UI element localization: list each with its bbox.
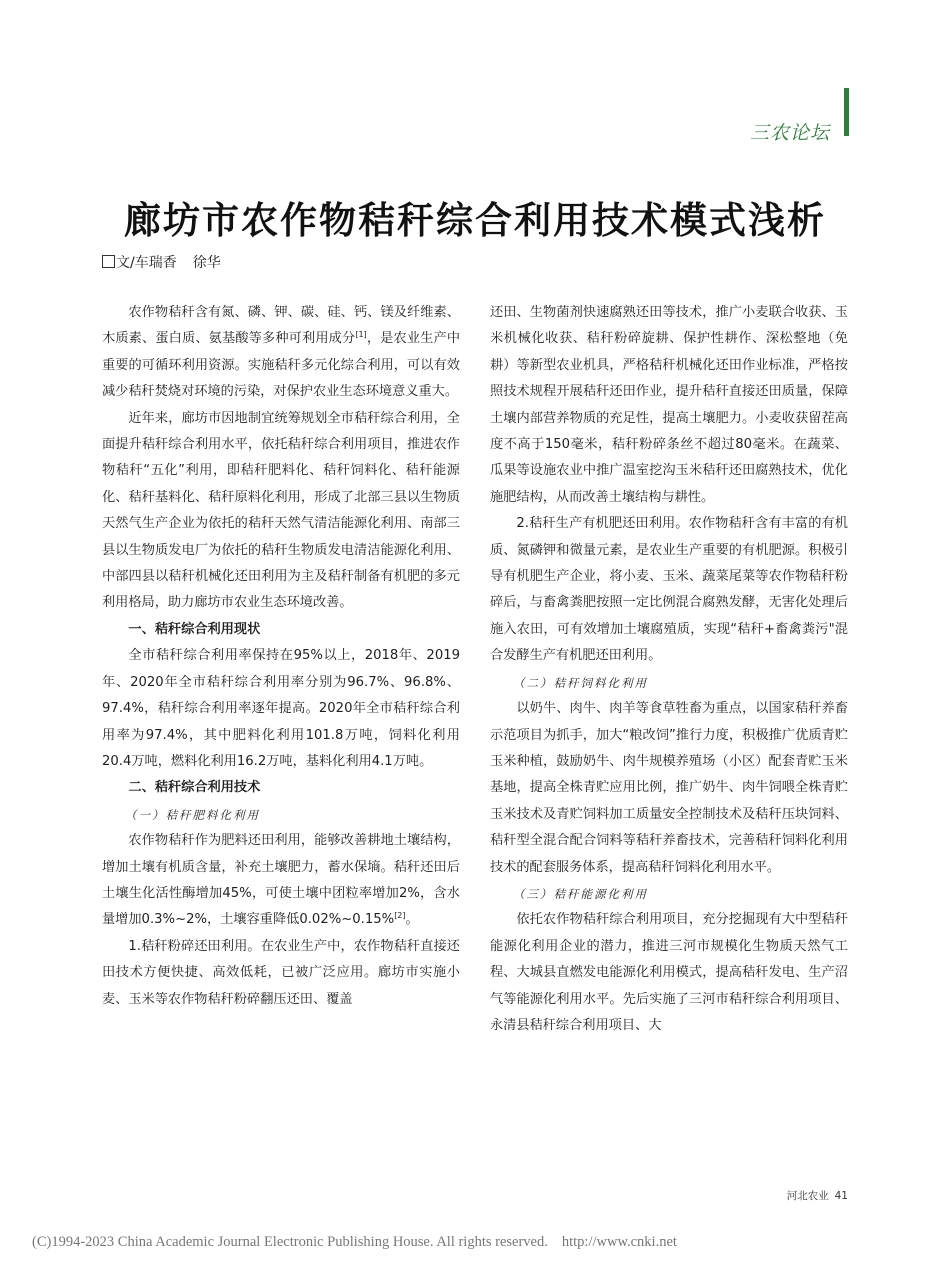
article-title: 廊坊市农作物秸秆综合利用技术模式浅析 [124, 199, 826, 242]
paragraph-energy: 依托农作物秸秆综合利用项目，充分挖掘现有大中型秸秆能源化利用企业的潜力，推进三河市规模化生物质天然气工程、大城县直燃发电能源化利用模式，提高秸秆发电、生产沼气等能源化利用水平。先后实施了三河市秸秆综合利用项目、永清县秸秆综合利用项目、大 [490, 912, 848, 1033]
subheading-energy: （三）秸秆能源化利用 [513, 886, 648, 901]
journal-name: 河北农业 [786, 1190, 829, 1202]
copyright-text: (C)1994-2023 China Academic Journal Electronic Publishing House. All rights reserved. [32, 1234, 548, 1250]
byline [102, 252, 221, 272]
paragraph-fertilizer-tail: 。 [405, 912, 419, 928]
right-column [490, 300, 848, 1039]
paragraph-crushing: 1.秸秆粉碎还田利用。在农业生产中，农作物秸秆直接还田技术方便快捷、高效低耗，已被广泛应用。廊坊市实施小麦、玉米等农作物秸秆粉碎翻压还田、覆盖 [102, 938, 460, 1007]
subheading-fertilizer: （一）秸秆肥料化利用 [125, 807, 260, 822]
left-column [102, 300, 460, 1013]
paragraph-recent: 近年来，廊坊市因地制宜统筹规划全市秸秆综合利用，全面提升秸秆综合利用水平，依托秸秆综合利用项目，推进农作物秸秆“五化”利用，即秸秆肥料化、秸秆饲料化、秸秆能源化、秸秆基料化、秸秆原料化利用，形成了北部三县以生物质天然气生产企业为依托的秸秆天然气清洁能源化利用、南部三县以生物质发电厂为依托的秸秆生物质发电清洁能源化利用、中部四县以秸秆机械化还田利用为主及秸秆制备有机肥的多元利用格局，助力廊坊市农业生态环境改善。 [102, 410, 460, 611]
paragraph-fertilizer-text: 农作物秸秆作为肥料还田利用，能够改善耕地土壤结构，增加土壤有机质含量，补充土壤肥力，蓄水保墒。秸秆还田后土壤生化活性酶增加45%，可使土壤中团粒率增加2%，含水量增加0.3%~2%，土壤容重降低0.02%~0.15% [102, 833, 460, 928]
page-footer [787, 1188, 848, 1203]
paragraph-status: 全市秸秆综合利用率保持在95%以上，2018年、2019年、2020年全市秸秆综合利用率分别为96.7%、96.8%、97.4%，秸秆综合利用率逐年提高。2020年全市秸秆综合利用率为97.4%，其中肥料化利用101.8万吨，饲料化利用20.4万吨，燃料化利用16.2万吨，基料化利用4.1万吨。 [102, 648, 460, 769]
paragraph-crushing-cont: 还田、生物菌剂快速腐熟还田等技术，推广小麦联合收获、玉米机械化收获、秸秆粉碎旋耕、保护性耕作、深松整地（免耕）等新型农业机具，严格秸秆机械化还田作业标准，严格按照技术规程开展秸秆还田作业，提升秸秆直接还田质量，保障土壤内部营养物质的充足性，提高土壤肥力。小麦收获留茬高度不高于150毫米，秸秆粉碎条丝不超过80毫米。在蔬菜、瓜果等设施农业中推广温室挖沟玉米秸秆还田腐熟技术，优化施肥结构，从而改善土壤结构与耕性。 [490, 305, 848, 505]
section-tag-bar [844, 88, 849, 136]
paragraph-organic-fertilizer: 2.秸秆生产有机肥还田利用。农作物秸秆含有丰富的有机质、氮磷钾和微量元素，是农业生产重要的有机肥源。积极引导有机肥生产企业，将小麦、玉米、蔬菜尾菜等农作物秸秆粉碎后，与畜禽粪肥按照一定比例混合腐熟发酵，无害化处理后施入农田，可有效增加土壤腐殖质，实现“秸秆+畜禽粪污"混合发酵生产有机肥还田利用。 [490, 516, 848, 664]
byline-author1: 文/车瑞香 [116, 255, 177, 271]
subheading-feed: （二）秸秆饲料化利用 [513, 675, 648, 690]
byline-box-icon [102, 255, 115, 268]
paragraph-feed: 以奶牛、肉牛、肉羊等食草牲畜为重点，以国家秸秆养畜示范项目为抓手，加大“粮改饲”推行力度，积极推广优质青贮玉米种植，鼓励奶牛、肉牛规模养殖场（小区）配套青贮玉米基地，提高全株青贮应用比例，推广奶牛、肉牛饲喂全株青贮玉米技术及青贮饲料加工质量安全控制技术及秸秆压块饲料、秸秆型全混合配合饲料等秸秆养畜技术，完善秸秆饲料化利用技术的配套服务体系，提高秸秆饲料化利用水平。 [490, 701, 848, 875]
heading-technology: 二、秸秆综合利用技术 [128, 780, 261, 796]
paragraph-intro [102, 300, 460, 406]
cnki-url[interactable]: http://www.cnki.net [561, 1234, 677, 1250]
citation-2: [2] [394, 911, 406, 921]
paragraph-intro-text: 农作物秸秆含有氮、磷、钾、碳、硅、钙、镁及纤维素、木质素、蛋白质、氨基酸等多种可利用成分 [102, 305, 460, 347]
paragraph-intro-tail: ，是农业生产中重要的可循环利用资源。实施秸秆多元化综合利用，可以有效减少秸秆焚烧对环境的污染，对保护农业生态环境意义重大。 [102, 331, 461, 400]
citation-1: [1] [355, 330, 367, 340]
byline-author2: 徐华 [192, 255, 221, 271]
page-number: 41 [834, 1190, 848, 1202]
section-tag: 三农论坛 [749, 122, 830, 144]
heading-status: 一、秸秆综合利用现状 [128, 621, 261, 637]
paragraph-fertilizer [102, 828, 460, 934]
copyright-line [32, 1234, 677, 1251]
